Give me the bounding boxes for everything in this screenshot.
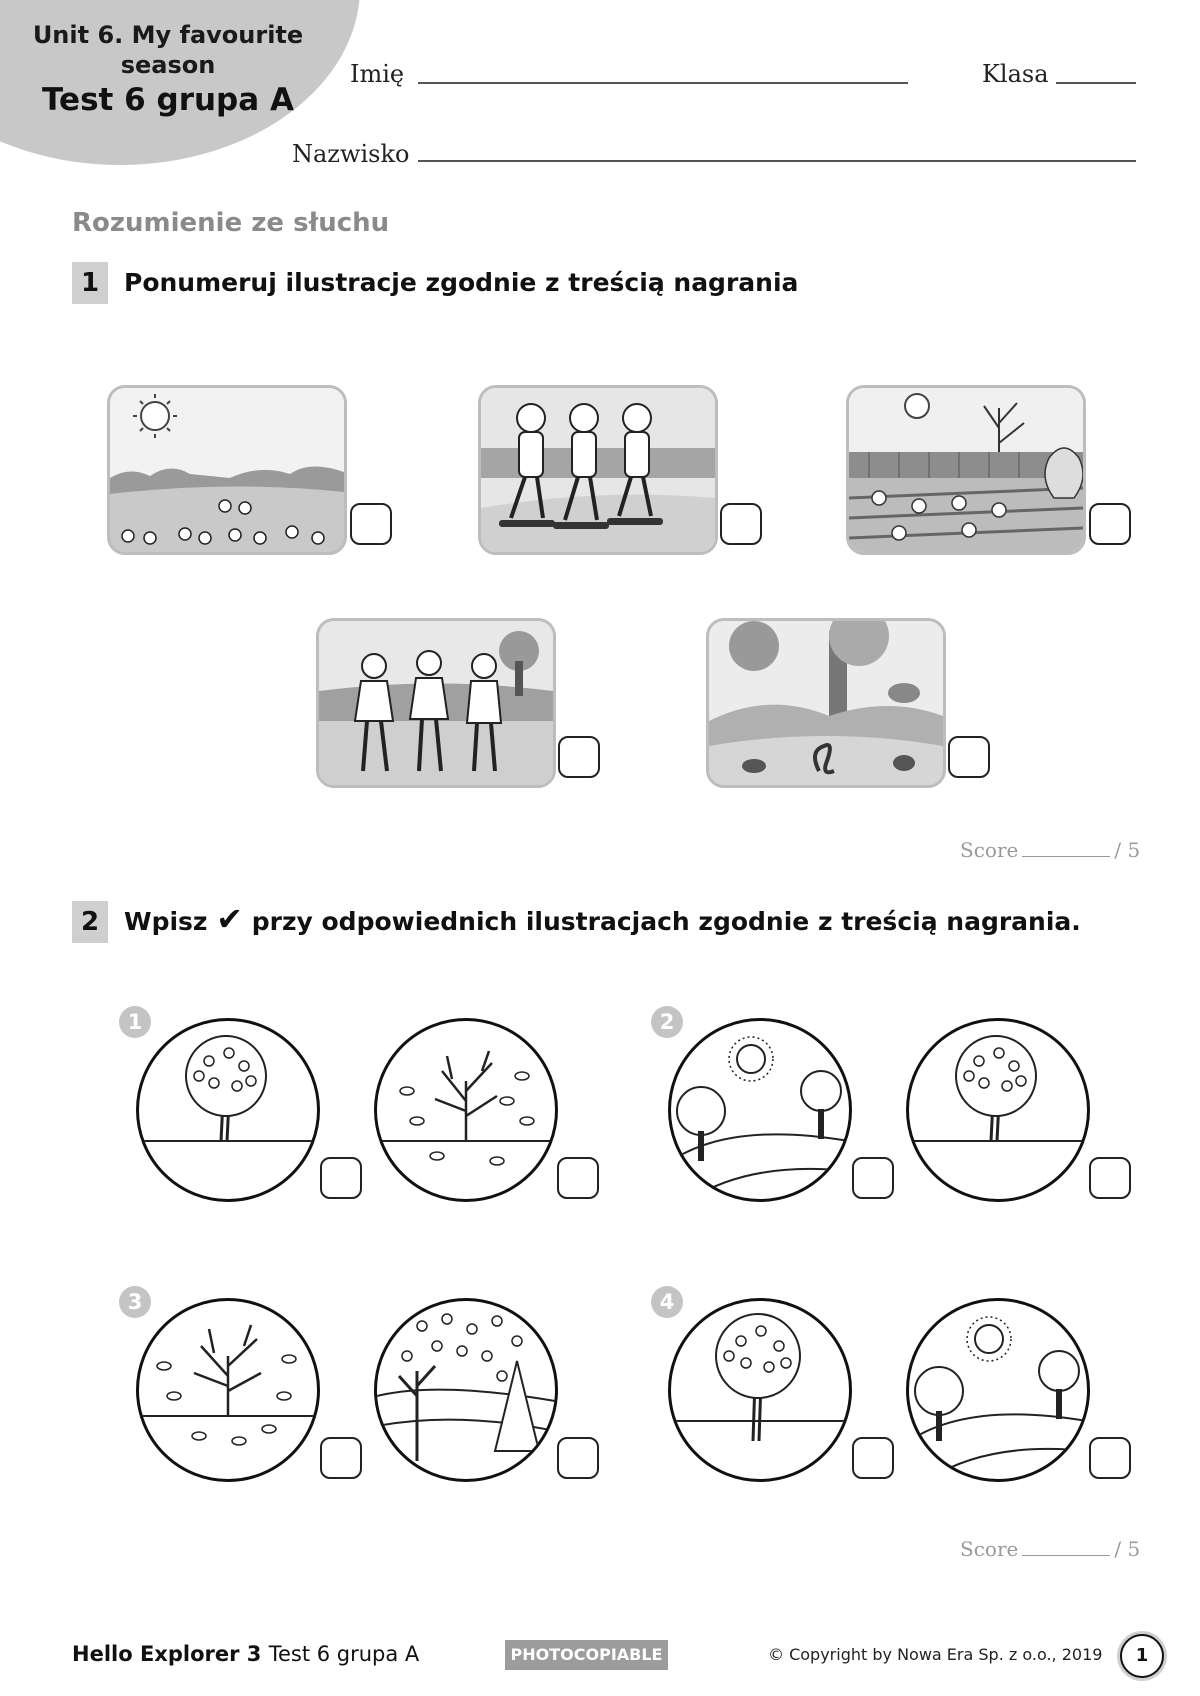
last-name-label: Nazwisko: [292, 140, 410, 168]
task2-instruction: [124, 900, 1081, 938]
task1-score-max: / 5: [1114, 838, 1141, 862]
task2-score-label: Score: [960, 1537, 1019, 1561]
circle-blossom-tree: [136, 1018, 320, 1202]
task2-score-max: / 5: [1114, 1537, 1141, 1561]
answer-box-picture-5[interactable]: [948, 736, 990, 778]
task2-score: [960, 1537, 1140, 1561]
circle-winter-trees: [374, 1298, 558, 1482]
task2-number: 2: [72, 901, 108, 943]
class-label: Klasa: [982, 60, 1049, 88]
answer-box-4b[interactable]: [1089, 1437, 1131, 1479]
footer-test: Test 6 grupa A: [268, 1642, 420, 1666]
task1-score-blank[interactable]: [1022, 856, 1110, 857]
answer-box-2a[interactable]: [852, 1157, 894, 1199]
group-number-3: 3: [119, 1286, 151, 1318]
answer-box-3b[interactable]: [557, 1437, 599, 1479]
picture-garden: [846, 385, 1086, 555]
group-number-1: 1: [119, 1006, 151, 1038]
picture-meadow: [107, 385, 347, 555]
answer-box-2b[interactable]: [1089, 1157, 1131, 1199]
answer-box-1b[interactable]: [557, 1157, 599, 1199]
task1-number: 1: [72, 262, 108, 304]
group-number-2: 2: [651, 1006, 683, 1038]
last-name-line[interactable]: [418, 160, 1136, 162]
task1-score: [960, 838, 1140, 862]
footer-book: Hello Explorer 3: [72, 1642, 262, 1666]
picture-skateboarders: [478, 385, 718, 555]
circle-autumn-tree-2: [136, 1298, 320, 1482]
answer-box-picture-2[interactable]: [720, 503, 762, 545]
photocopiable-badge: PHOTOCOPIABLE: [505, 1640, 668, 1670]
answer-box-1a[interactable]: [320, 1157, 362, 1199]
copyright: © Copyright by Nowa Era Sp. z o.o., 2019: [768, 1645, 1103, 1664]
circle-summer-landscape-2: [906, 1298, 1090, 1482]
task2-instruction-end: przy odpowiednich ilustracjach zgodnie z treścią nagrania.: [251, 907, 1081, 936]
circle-summer-landscape: [668, 1018, 852, 1202]
task1-score-label: Score: [960, 838, 1019, 862]
circle-autumn-tree: [374, 1018, 558, 1202]
answer-box-picture-4[interactable]: [558, 736, 600, 778]
footer-title: [72, 1642, 419, 1666]
unit-title: Unit 6. My favourite season: [32, 21, 304, 79]
test-title: Test 6 grupa A: [42, 82, 294, 118]
page-number: 1: [1120, 1634, 1164, 1678]
circle-blossom-tree-2: [906, 1018, 1090, 1202]
group-number-4: 4: [651, 1286, 683, 1318]
task2-score-blank[interactable]: [1022, 1555, 1110, 1556]
first-name-label: Imię: [350, 60, 405, 88]
answer-box-4a[interactable]: [852, 1437, 894, 1479]
first-name-line[interactable]: [418, 82, 908, 84]
circle-blossom-tree-3: [668, 1298, 852, 1482]
answer-box-picture-1[interactable]: [350, 503, 392, 545]
class-line[interactable]: [1056, 82, 1136, 84]
answer-box-3a[interactable]: [320, 1437, 362, 1479]
check-icon: ✔: [216, 900, 244, 938]
picture-children-walking: [316, 618, 556, 788]
task2-instruction-start: Wpisz: [124, 907, 208, 936]
section-title: Rozumienie ze słuchu: [72, 208, 390, 238]
answer-box-picture-3[interactable]: [1089, 503, 1131, 545]
picture-forest-animals: [706, 618, 946, 788]
task1-instruction: Ponumeruj ilustracje zgodnie z treścią nagrania: [124, 268, 799, 297]
